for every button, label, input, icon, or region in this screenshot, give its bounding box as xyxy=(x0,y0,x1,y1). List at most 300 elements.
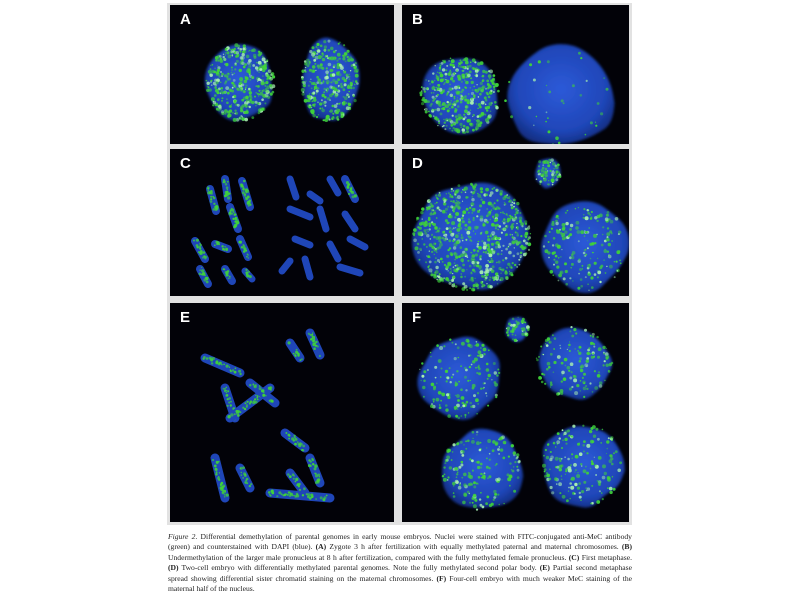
fitc-spot xyxy=(446,80,450,84)
chromosome-blue-10 xyxy=(282,261,290,271)
fitc-spot xyxy=(472,438,473,439)
fitc-spot xyxy=(242,191,245,194)
fitc-spot xyxy=(245,197,246,198)
fitc-spot xyxy=(594,262,597,265)
fitc-spot xyxy=(326,55,328,57)
fitc-spot xyxy=(460,126,462,128)
fitc-spot xyxy=(247,401,249,403)
fitc-spot xyxy=(455,115,458,118)
fitc-spot xyxy=(589,243,592,246)
fitc-spot xyxy=(580,285,583,288)
fitc-spot xyxy=(612,476,613,477)
fitc-spot xyxy=(520,235,522,237)
fitc-spot xyxy=(197,247,199,249)
fitc-spot xyxy=(311,338,314,341)
fitc-spot xyxy=(486,92,489,95)
fitc-spot xyxy=(486,466,489,469)
fitc-spot xyxy=(440,113,443,116)
fitc-spot xyxy=(485,251,488,254)
fitc-spot xyxy=(436,217,438,219)
fitc-spot xyxy=(243,44,246,47)
fitc-spot xyxy=(258,71,260,73)
fitc-spot xyxy=(213,197,216,200)
fitc-spot xyxy=(211,97,215,101)
fitc-spot xyxy=(491,204,494,207)
caption-text: Partial second metaphase spread showing differential sister chromatid staining on the maternal chromosomes. xyxy=(168,563,632,583)
fitc-spot xyxy=(590,468,592,470)
fitc-spot xyxy=(546,456,549,459)
fitc-spot xyxy=(489,279,491,281)
fitc-spot xyxy=(207,82,210,85)
fitc-spot xyxy=(513,199,516,202)
fitc-spot xyxy=(563,277,566,280)
fitc-spot xyxy=(242,477,244,479)
fitc-spot xyxy=(453,443,456,446)
fitc-spot xyxy=(476,264,479,267)
fitc-spot xyxy=(553,264,555,266)
fitc-spot xyxy=(465,192,467,194)
fitc-spot xyxy=(227,405,229,407)
fitc-spot xyxy=(513,466,514,467)
fitc-spot xyxy=(210,65,211,66)
fitc-spot xyxy=(564,457,565,458)
chromosome-green-5 xyxy=(214,241,228,251)
fitc-spot xyxy=(316,93,317,94)
fitc-spot xyxy=(477,355,479,357)
fitc-spot xyxy=(439,273,441,275)
fitc-spot xyxy=(221,97,223,99)
fitc-spot xyxy=(246,55,250,59)
fitc-spot xyxy=(243,97,246,100)
fitc-spot xyxy=(509,462,511,464)
fitc-spot xyxy=(431,245,433,247)
fitc-spot xyxy=(439,192,441,194)
fitc-spot xyxy=(315,56,316,57)
fitc-spot xyxy=(417,226,419,228)
fitc-spot xyxy=(585,276,587,278)
fitc-spot xyxy=(452,451,454,453)
fitc-spot xyxy=(562,429,564,431)
fitc-spot xyxy=(214,94,217,97)
fitc-spot xyxy=(210,68,212,70)
fitc-spot xyxy=(607,211,610,214)
fitc-spot xyxy=(333,56,336,59)
fitc-spot xyxy=(483,388,485,390)
fitc-spot xyxy=(557,218,559,220)
fitc-spot xyxy=(446,456,450,460)
fitc-spot xyxy=(239,373,241,375)
fitc-spot xyxy=(437,247,440,250)
fitc-spot xyxy=(288,341,291,344)
fitc-spot xyxy=(453,96,455,98)
fitc-spot xyxy=(316,81,319,84)
fitc-spot xyxy=(497,494,499,496)
fitc-spot xyxy=(520,252,523,255)
fitc-spot xyxy=(231,72,233,74)
fitc-spot xyxy=(480,442,482,444)
fitc-spot xyxy=(421,362,423,364)
fitc-spot xyxy=(609,491,612,494)
fitc-spot xyxy=(548,91,551,94)
fitc-spot xyxy=(583,214,584,215)
fitc-spot xyxy=(347,58,351,62)
fitc-spot xyxy=(509,271,510,272)
fitc-spot xyxy=(551,171,554,174)
fitc-spot xyxy=(458,184,461,187)
fitc-spot xyxy=(230,49,231,50)
fitc-spot xyxy=(525,253,527,255)
chromosome-blue-1 xyxy=(310,194,320,201)
fitc-spot xyxy=(436,383,437,384)
fitc-spot xyxy=(514,240,518,244)
fitc-spot xyxy=(608,218,610,220)
fitc-spot xyxy=(208,190,209,191)
fitc-spot xyxy=(430,103,432,105)
fitc-spot xyxy=(464,376,467,379)
fitc-spot xyxy=(456,443,459,446)
fitc-spot xyxy=(463,493,467,497)
fitc-spot xyxy=(250,96,253,99)
fitc-spot xyxy=(227,398,229,400)
fitc-spot xyxy=(557,245,561,249)
fitc-spot xyxy=(580,380,582,382)
panel-b-letter: B xyxy=(412,11,423,28)
chromosome-green-3 xyxy=(228,207,239,229)
fitc-spot xyxy=(431,209,434,212)
fitc-spot xyxy=(231,49,233,51)
fitc-spot xyxy=(232,87,234,89)
fitc-spot xyxy=(597,374,601,378)
fitc-spot xyxy=(469,207,471,209)
fitc-spot xyxy=(446,380,448,382)
fitc-spot xyxy=(471,364,473,366)
fitc-spot xyxy=(579,492,581,494)
fitc-spot xyxy=(304,69,306,71)
fitc-spot xyxy=(451,376,453,378)
fitc-spot xyxy=(538,160,541,163)
fitc-spot xyxy=(346,78,347,79)
fitc-spot xyxy=(287,473,290,476)
fitc-spot xyxy=(473,68,476,71)
fitc-spot xyxy=(469,70,472,73)
fitc-spot xyxy=(479,449,482,452)
fitc-spot xyxy=(429,228,431,230)
fitc-spot xyxy=(470,183,473,186)
fitc-spot xyxy=(261,79,264,82)
fitc-spot xyxy=(461,236,464,239)
fitc-spot xyxy=(599,490,601,492)
fitc-spot xyxy=(255,384,257,386)
fitc-spot xyxy=(594,386,598,390)
fitc-spot xyxy=(511,444,514,447)
fitc-spot xyxy=(447,414,451,418)
fitc-spot xyxy=(512,202,514,204)
fitc-spot xyxy=(228,114,232,118)
fitc-spot xyxy=(225,54,226,55)
chromosome-green-2 xyxy=(240,180,252,207)
fitc-spot xyxy=(312,65,316,69)
fitc-spot xyxy=(458,357,459,358)
fitc-spot xyxy=(476,372,478,374)
fitc-spot xyxy=(311,88,313,90)
fitc-spot xyxy=(583,451,585,453)
fitc-spot xyxy=(230,369,232,371)
fitc-spot xyxy=(431,109,434,112)
fitc-spot xyxy=(201,267,202,268)
fitc-spot xyxy=(565,468,568,471)
fitc-spot xyxy=(547,362,551,366)
fitc-spot xyxy=(461,234,463,236)
fitc-spot xyxy=(436,202,438,204)
fitc-spot xyxy=(493,496,496,499)
fitc-spot xyxy=(583,217,585,219)
fitc-spot xyxy=(465,389,467,391)
panel-c-letter: C xyxy=(180,155,191,172)
fitc-spot xyxy=(456,264,459,267)
fitc-spot xyxy=(547,251,550,254)
fitc-spot xyxy=(451,130,453,132)
fitc-spot xyxy=(352,191,354,193)
chromosome-blue-7-dapi xyxy=(330,244,338,259)
fitc-spot xyxy=(586,357,589,360)
fitc-spot xyxy=(299,489,301,491)
fitc-spot xyxy=(324,105,326,107)
fitc-spot xyxy=(229,276,231,278)
fitc-spot xyxy=(464,188,465,189)
fitc-spot xyxy=(264,85,266,87)
chromosome-blue-5 xyxy=(345,214,355,229)
fitc-spot xyxy=(495,213,499,217)
fitc-spot xyxy=(542,164,544,166)
fitc-spot xyxy=(480,463,483,466)
fitc-spot xyxy=(539,181,541,183)
fitc-spot xyxy=(342,57,345,60)
fitc-spot xyxy=(562,374,563,375)
fitc-spot xyxy=(493,91,495,93)
fitc-spot xyxy=(481,344,484,347)
fitc-spot xyxy=(226,390,228,392)
fitc-spot xyxy=(235,112,238,115)
fitc-spot xyxy=(461,217,464,220)
fitc-spot xyxy=(543,354,544,355)
chromosome-green-6 xyxy=(238,239,249,259)
fitc-spot xyxy=(435,270,439,274)
fitc-spot xyxy=(571,477,575,481)
fitc-spot xyxy=(443,478,447,482)
fitc-spot xyxy=(569,341,570,342)
fitc-spot xyxy=(434,203,435,204)
fitc-spot xyxy=(491,223,495,227)
fitc-spot xyxy=(608,255,610,257)
fitc-spot xyxy=(568,435,570,437)
chromatid-10 xyxy=(308,458,320,484)
pronucleus-right xyxy=(301,38,361,122)
fitc-spot xyxy=(479,209,481,211)
fitc-spot xyxy=(309,465,312,468)
fitc-spot xyxy=(487,477,489,479)
fitc-spot xyxy=(509,215,511,217)
fitc-spot xyxy=(446,227,449,230)
fitc-spot xyxy=(609,265,613,269)
fitc-spot xyxy=(518,259,520,261)
fitc-spot xyxy=(227,390,229,392)
fitc-spot xyxy=(544,468,547,471)
fitc-spot xyxy=(454,357,457,360)
fitc-spot xyxy=(450,252,453,255)
fitc-spot xyxy=(513,218,514,219)
fitc-spot xyxy=(460,101,463,104)
fitc-spot xyxy=(451,73,455,77)
fitc-spot xyxy=(590,503,592,505)
fitc-spot xyxy=(594,273,597,276)
fitc-spot xyxy=(289,475,292,478)
fitc-spot xyxy=(516,457,518,459)
fitc-spot xyxy=(594,370,596,372)
fitc-spot xyxy=(438,194,441,197)
fitc-spot xyxy=(571,386,573,388)
fitc-spot xyxy=(245,111,248,114)
fitc-spot xyxy=(323,40,326,43)
fitc-spot xyxy=(322,498,325,501)
fitc-spot xyxy=(483,353,485,355)
fitc-spot xyxy=(312,332,314,334)
fitc-spot xyxy=(429,268,433,272)
fitc-spot xyxy=(248,59,252,63)
fitc-spot xyxy=(320,496,323,499)
fitc-spot xyxy=(345,71,346,72)
fitc-spot xyxy=(232,369,234,371)
fitc-spot xyxy=(571,335,574,338)
fitc-spot xyxy=(336,65,340,69)
fitc-spot xyxy=(248,88,250,90)
fitc-spot xyxy=(603,352,605,354)
fitc-spot xyxy=(240,56,243,59)
fitc-spot xyxy=(484,285,485,286)
fitc-spot xyxy=(321,109,325,113)
fitc-spot xyxy=(475,67,477,69)
fitc-spot xyxy=(568,344,571,347)
fitc-spot xyxy=(569,377,572,380)
fitc-spot xyxy=(606,266,607,267)
fitc-spot xyxy=(246,478,249,481)
fitc-spot xyxy=(313,347,316,350)
fitc-spot xyxy=(333,87,337,91)
fitc-spot xyxy=(473,114,475,116)
fitc-spot xyxy=(226,394,228,396)
fitc-spot xyxy=(581,465,583,467)
fitc-spot xyxy=(465,448,467,450)
fitc-spot xyxy=(257,93,259,95)
fitc-spot xyxy=(478,365,480,367)
fitc-spot xyxy=(578,482,581,485)
fitc-spot xyxy=(596,220,598,222)
fitc-spot xyxy=(568,370,570,372)
fitc-spot xyxy=(562,237,565,240)
fitc-spot xyxy=(573,375,576,378)
fitc-spot xyxy=(235,223,237,225)
fitc-spot xyxy=(449,282,452,285)
fitc-spot xyxy=(467,65,469,67)
fitc-spot xyxy=(472,502,474,504)
fitc-spot xyxy=(541,373,543,375)
fitc-spot xyxy=(448,192,450,194)
fitc-spot xyxy=(516,223,518,225)
panel-e-letter: E xyxy=(180,309,191,326)
panel-e xyxy=(170,303,394,522)
fitc-spot xyxy=(498,229,499,230)
fitc-spot xyxy=(258,61,262,65)
fitc-spot xyxy=(355,62,357,64)
fitc-spot xyxy=(538,165,540,167)
fitc-spot xyxy=(228,278,230,280)
fitc-spot xyxy=(460,482,461,483)
fitc-spot xyxy=(500,448,503,451)
fitc-spot xyxy=(568,491,569,492)
fitc-spot xyxy=(353,64,356,67)
fitc-spot xyxy=(507,218,511,222)
fitc-spot xyxy=(210,198,212,200)
fitc-spot xyxy=(505,235,506,236)
fitc-spot xyxy=(314,97,316,99)
fitc-spot xyxy=(597,270,598,271)
fitc-spot xyxy=(336,108,339,111)
fitc-spot xyxy=(247,202,250,205)
fitc-spot xyxy=(231,104,232,105)
fitc-spot xyxy=(472,384,476,388)
fitc-spot xyxy=(512,262,514,264)
fitc-spot xyxy=(555,173,557,175)
fitc-spot xyxy=(447,206,449,208)
fitc-spot xyxy=(215,84,218,87)
chromosome-blue-2-dapi xyxy=(330,179,338,193)
fitc-spot xyxy=(295,478,298,481)
fitc-spot xyxy=(458,233,459,234)
fitc-spot xyxy=(471,81,474,84)
fitc-spot xyxy=(215,56,219,60)
fitc-spot xyxy=(439,243,443,247)
fitc-spot xyxy=(479,255,482,258)
fitc-spot xyxy=(450,200,452,202)
fitc-spot xyxy=(229,105,232,108)
fitc-spot xyxy=(547,164,550,167)
fitc-spot xyxy=(458,417,461,420)
fitc-spot xyxy=(610,436,614,440)
fitc-spot xyxy=(309,50,312,53)
fitc-spot xyxy=(262,75,263,76)
fitc-spot xyxy=(249,485,251,487)
fitc-spot xyxy=(555,178,558,181)
fitc-spot xyxy=(547,444,549,446)
fitc-spot xyxy=(451,100,452,101)
fitc-spot xyxy=(491,503,494,506)
fitc-spot xyxy=(464,109,468,113)
fitc-spot xyxy=(343,88,346,91)
fitc-spot xyxy=(540,174,542,176)
fitc-spot xyxy=(351,58,354,61)
fitc-spot xyxy=(234,110,236,112)
fitc-spot xyxy=(469,402,472,405)
fitc-spot xyxy=(454,192,455,193)
fitc-spot xyxy=(578,52,581,55)
fitc-spot xyxy=(576,474,580,478)
fitc-spot xyxy=(447,479,449,481)
fitc-spot xyxy=(494,202,496,204)
fitc-spot xyxy=(323,88,325,90)
fitc-spot xyxy=(586,80,588,82)
fitc-spot xyxy=(343,102,346,105)
fitc-spot xyxy=(469,119,471,121)
fitc-spot xyxy=(490,260,494,264)
